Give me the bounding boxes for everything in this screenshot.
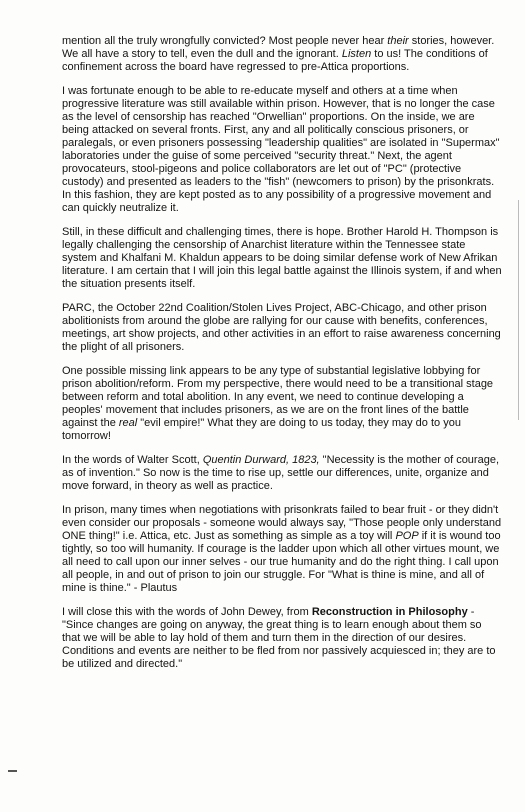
paragraph-1	[62, 35, 502, 74]
scan-edge-line	[518, 200, 519, 420]
text-run: to us! The conditions of confinement across the board have regressed to pre-Attica proportions.	[62, 48, 488, 73]
text-run: I will close this with the words of John Dewey, from	[62, 606, 312, 618]
paragraph-3	[62, 226, 502, 291]
text-run-italic: real	[118, 417, 138, 429]
text-run-italic: POP	[395, 530, 419, 542]
text-run: stories, however. We all have a story to tell, even the dull and the ignorant.	[62, 35, 495, 60]
text-run-italic: Quentin Durward, 1823,	[202, 454, 320, 466]
text-run: One possible missing link appears to be any type of substantial legislative lobbying for prison abolition/reform. From my perspective, there would need to be a transitional stage between reform and total abolition. In any event, we need to continue developing a peoples' movement that includes prisoners, as we are on the front lines of the battle against the	[62, 365, 494, 429]
text-run: "Necessity is the mother of courage, as of invention." So now is the time to rise up, settle our differences, unite, organize and move forward, in theory as well as practice.	[62, 454, 499, 492]
text-run: if it is wound too tightly, so too will humanity. If courage is the ladder upon which all other virtues mount, we all need to call upon our inner selves - our true humanity and do the right thing. I call upon all people, in and out of prison to join our struggle. For "What is thine is mine, and all of mine is thine." - Plautus	[62, 530, 501, 594]
text-run: "evil empire!" What they are doing to us today, they may do to you tomorrow!	[62, 417, 461, 442]
text-run-bold: Reconstruction in Philosophy	[311, 606, 468, 618]
text-run: In prison, many times when negotiations with prisonkrats failed to bear fruit - or they didn't even consider our proposals - someone would always say, "Those people only understand ONE thing!" i.e. Attica, etc. Just as something as simple as a toy will	[62, 504, 502, 542]
margin-mark	[8, 770, 17, 772]
document-body	[62, 35, 502, 671]
text-run-italic: Listen	[341, 48, 372, 60]
paragraph-7	[62, 504, 502, 595]
text-run: mention all the truly wrongfully convicted? Most people never hear	[62, 35, 388, 47]
paragraph-5	[62, 365, 502, 443]
text-run: PARC, the October 22nd Coalition/Stolen Lives Project, ABC-Chicago, and other prison abolitionists from around the globe are rallying for our cause with benefits, conferences, meetings, art show projects, and other activities in an effort to raise awareness concerning the plight of all prisoners.	[62, 302, 501, 353]
paragraph-8	[62, 606, 502, 671]
paragraph-6	[62, 454, 502, 493]
paragraph-2	[62, 85, 502, 215]
paragraph-4	[62, 302, 502, 354]
text-run: I was fortunate enough to be able to re-educate myself and others at a time when progressive literature was still available within prison. However, that is no longer the case as the level of censorship has reached "Orwellian" proportions. On the inside, we are being attacked on several fronts. First, any and all politically conscious prisoners, or paralegals, or even prisoners possessing "leadership qualities" are isolated in "Supermax" laboratories under the guise of some perceived "security threat." Next, the agent provocateurs, stool-pigeons and police collaborators are let out of "PC" (protective custody) and presented as leaders to the "fish" (newcomers to prison) by the prisonkrats. In this fashion, they are kept posted as to any possibility of a progressive movement and can quickly neutralize it.	[62, 85, 500, 214]
text-run-italic: their	[387, 35, 409, 47]
text-run: - "Since changes are going on anyway, the great thing is to learn enough about them so that we will be able to lay hold of them and turn them in the direction of our desires. Conditions and events are neither to be fled from nor passively acquiesced in; they are to be utilized and directed."	[62, 606, 496, 670]
text-run: In the words of Walter Scott,	[62, 454, 203, 466]
text-run: Still, in these difficult and challenging times, there is hope. Brother Harold H. Thompson is legally challenging the censorship of Anarchist literature within the Tennessee state system and Khalfani M. Khaldun appears to be doing similar defense work of New Afrikan literature. I am certain that I will join this legal battle against the Illinois system, if and when the situation presents itself.	[62, 226, 502, 290]
